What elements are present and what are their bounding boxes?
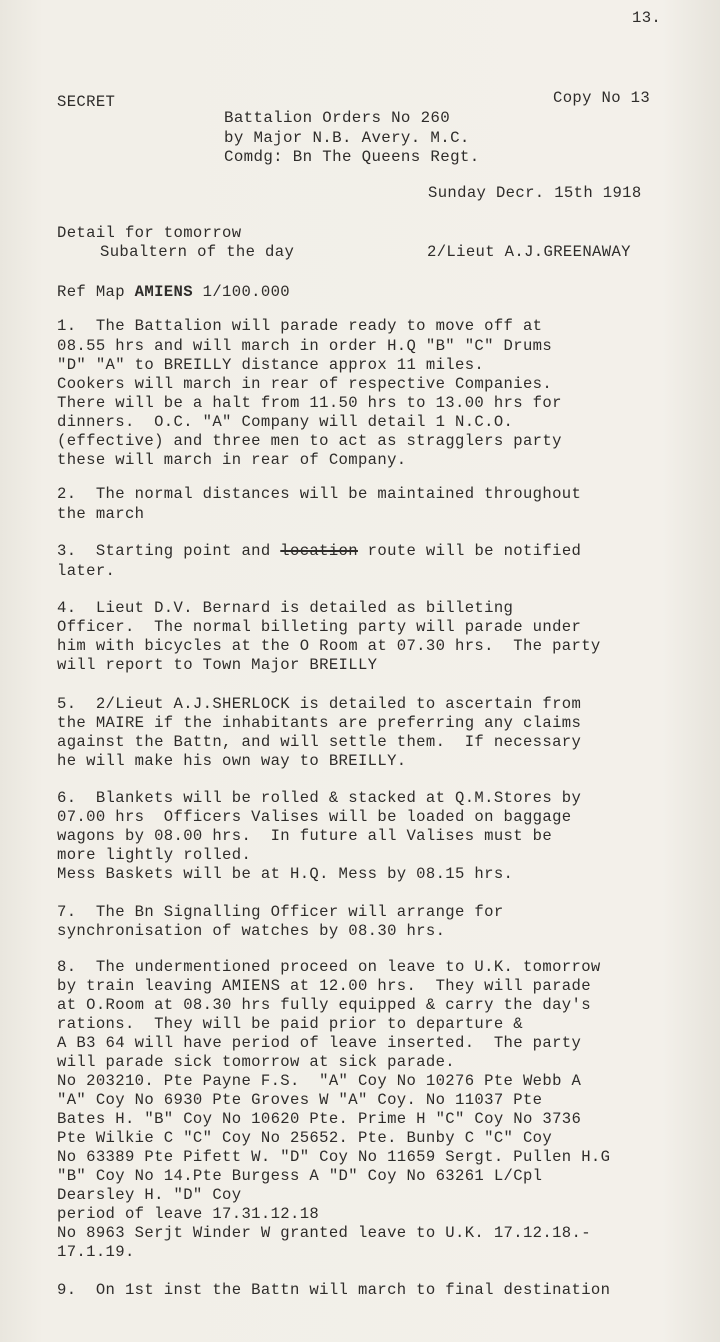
para-line: No 63389 Pte Pifett W. "D" Coy No 11659 Sergt. Pullen H.G [57,1148,611,1166]
para-line: Dearsley H. "D" Coy [57,1186,242,1204]
para-line: Pte Wilkie C "C" Coy No 25652. Pte. Bunby C "C" Coy [57,1129,553,1147]
para-line: 9. On 1st inst the Battn will march to final destination [57,1281,611,1299]
para-line: will report to Town Major BREILLY [57,656,378,674]
para-line: by train leaving AMIENS at 12.00 hrs. They will parade [57,977,591,995]
para-line: 5. 2/Lieut A.J.SHERLOCK is detailed to ascertain from [57,695,582,713]
para-line: against the Battn, and will settle them. If necessary [57,733,582,751]
para-line: at O.Room at 08.30 hrs fully equipped & carry the day's [57,996,591,1014]
para-line: the MAIRE if the inhabitants are preferring any claims [57,714,582,732]
para-line: (effective) and three men to act as stragglers party [57,432,562,450]
para-line: rations. They will be paid prior to departure & [57,1015,523,1033]
classification-label: SECRET [57,93,116,111]
order-issuer: by Major N.B. Avery. M.C. [224,129,470,147]
para-line: will parade sick tomorrow at sick parade. [57,1053,456,1071]
para-line: synchronisation of watches by 08.30 hrs. [57,922,446,940]
ref-map-scale: 1/100.000 [192,283,290,301]
para-line: Bates H. "B" Coy No 10620 Pte. Prime H "C" Coy No 3736 [57,1110,582,1128]
para-line: "A" Coy No 6930 Pte Groves W "A" Coy. No 11037 Pte [57,1091,543,1109]
ref-map-prefix: Ref Map [57,283,135,301]
para-line: more lightly rolled. [57,846,252,864]
struck-word: location [280,542,358,560]
para-line: 1. The Battalion will parade ready to move off at [57,317,543,335]
para-line [57,541,581,561]
para-line: 4. Lieut D.V. Bernard is detailed as billeting [57,599,514,617]
detail-label: Detail for tomorrow [57,224,242,242]
para-line: "D" "A" to BREILLY distance approx 11 miles. [57,356,485,374]
para-line: 2. The normal distances will be maintained throughout [57,485,582,503]
para-line: 7. The Bn Signalling Officer will arrange for [57,903,504,921]
para-line: A B3 64 will have period of leave inserted. The party [57,1034,582,1052]
para-line: No 8963 Serjt Winder W granted leave to U.K. 17.12.18.- [57,1224,591,1242]
para-line: he will make his own way to BREILLY. [57,752,407,770]
para-line: Mess Baskets will be at H.Q. Mess by 08.15 hrs. [57,865,514,883]
para-line: later. [57,562,116,580]
para-text: 3. Starting point and [57,542,281,560]
para-line: No 203210. Pte Payne F.S. "A" Coy No 10276 Pte Webb A [57,1072,582,1090]
ref-map [57,282,290,302]
detail-officer: 2/Lieut A.J.GREENAWAY [427,243,631,261]
order-command: Comdg: Bn The Queens Regt. [224,148,480,166]
para-line: 07.00 hrs Officers Valises will be loaded on baggage [57,808,572,826]
para-line: 8. The undermentioned proceed on leave to U.K. tomorrow [57,958,601,976]
para-line: Cookers will march in rear of respective Companies. [57,375,553,393]
para-line: 08.55 hrs and will march in order H.Q "B" "C" Drums [57,337,553,355]
para-line: these will march in rear of Company. [57,451,407,469]
para-line: Officer. The normal billeting party will parade under [57,618,582,636]
para-line: period of leave 17.31.12.18 [57,1205,320,1223]
para-line: 6. Blankets will be rolled & stacked at Q.M.Stores by [57,789,582,807]
detail-duty: Subaltern of the day [100,243,295,261]
para-line: wagons by 08.00 hrs. In future all Valises must be [57,827,553,845]
para-line: "B" Coy No 14.Pte Burgess A "D" Coy No 63261 L/Cpl [57,1167,543,1185]
copy-number: Copy No 13 [553,89,651,107]
ref-map-place: AMIENS [134,283,193,301]
para-line: him with bicycles at the O Room at 07.30 hrs. The party [57,637,601,655]
order-title: Battalion Orders No 260 [224,109,451,127]
para-line: dinners. O.C. "A" Company will detail 1 N.C.O. [57,413,514,431]
para-line: 17.1.19. [57,1243,135,1261]
order-date: Sunday Decr. 15th 1918 [428,184,642,202]
para-text: route will be notified [357,542,582,560]
para-line: the march [57,505,145,523]
para-line: There will be a halt from 11.50 hrs to 13.00 hrs for [57,394,562,412]
page-number: 13. [632,9,662,27]
